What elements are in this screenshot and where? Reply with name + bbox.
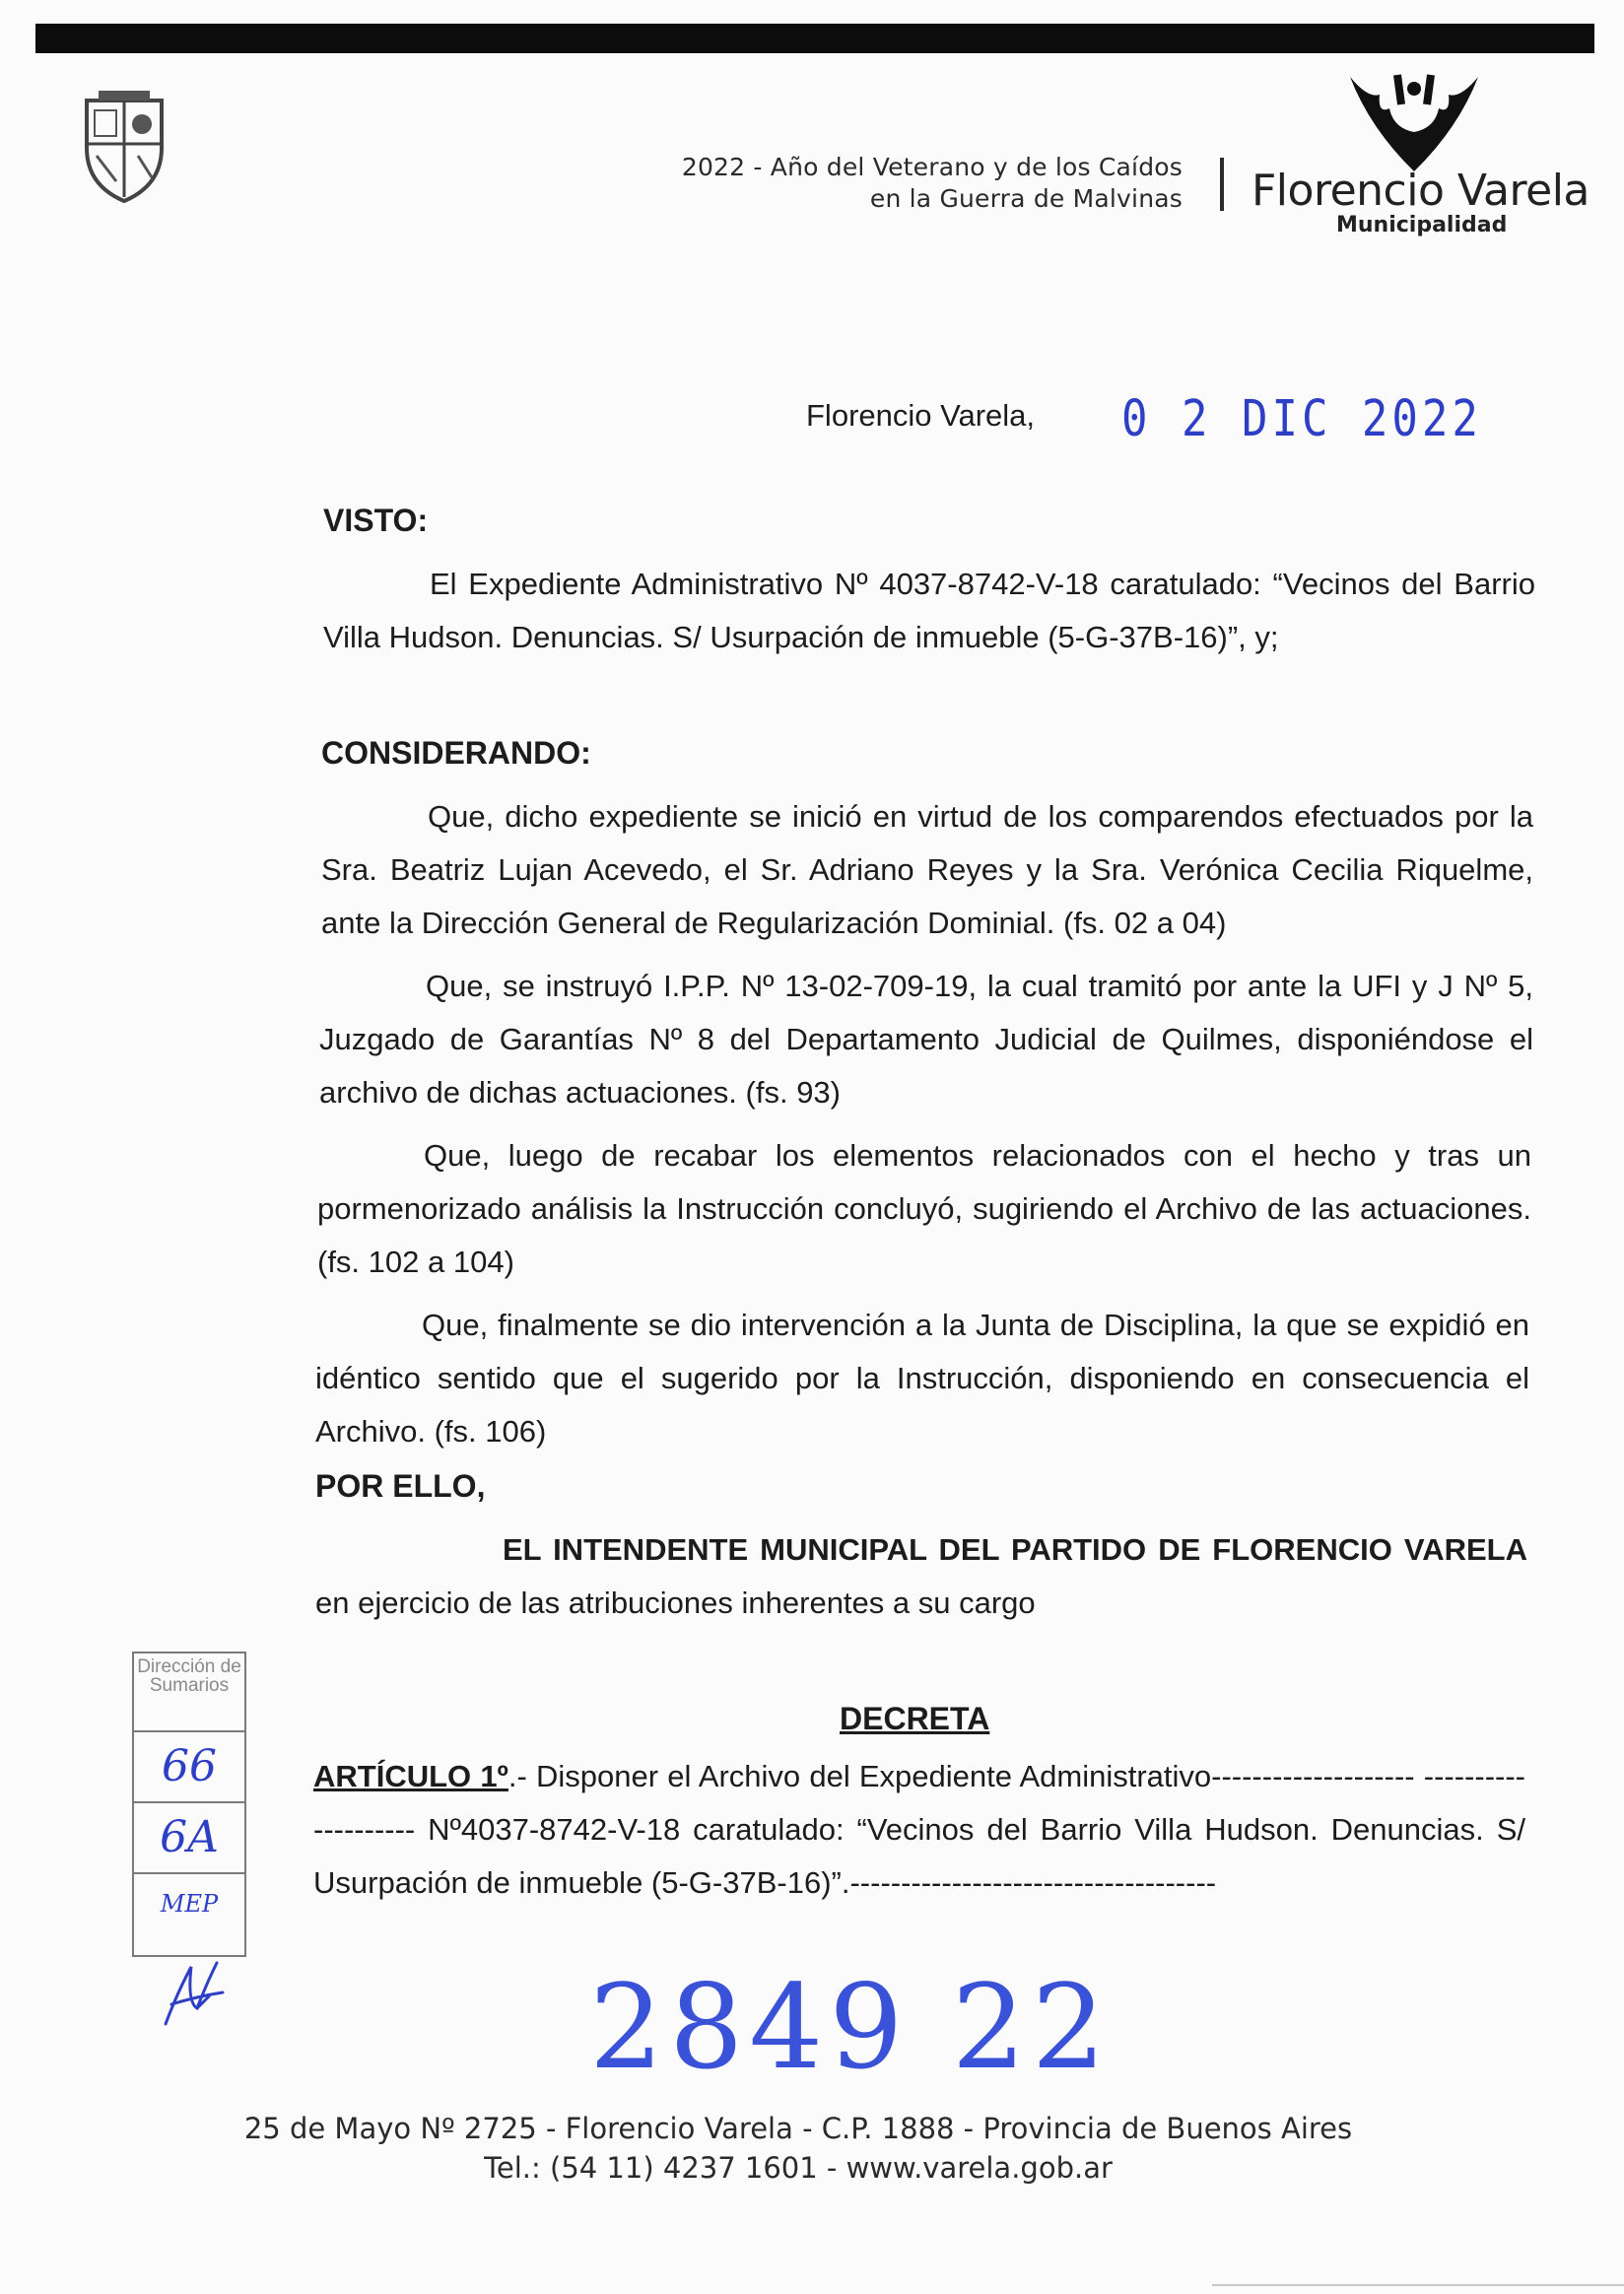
considerando-paragraph: Que, finalmente se dio intervención a la Junta de Disciplina, la que se expidió en idéntico sentido que el sugerido por la Instrucción, disponiendo en consecuencia el Archivo. (fs. 106) [315, 1308, 1529, 1449]
visto-text: El Expediente Administrativo Nº 4037-8742-V-18 caratulado: “Vecinos del Barrio Villa Hudson. Denuncias. S/ Usurpación de inmueble (5-G-37B-16)”, y; [323, 567, 1535, 654]
considerando-heading: CONSIDERANDO: [321, 735, 591, 771]
intendente-paragraph [315, 1523, 1527, 1630]
decreta-heading: DECRETA [840, 1701, 990, 1736]
place-label: Florencio Varela, [806, 398, 1036, 433]
por-ello-heading: POR ELLO, [315, 1468, 486, 1504]
footer-line-2: Tel.: (54 11) 4237 1601 - www.varela.gob.ar [484, 2151, 1113, 2185]
brand-name: Florencio Varela [1252, 166, 1590, 216]
hands-emblem-icon [1340, 69, 1488, 177]
top-border-bar [35, 24, 1594, 53]
stamp-value-3: MEP [160, 1890, 219, 1918]
footer-line-1: 25 de Mayo Nº 2725 - Florencio Varela - C.P. 1888 - Provincia de Buenos Aires [243, 2112, 1353, 2145]
articulo-1 [313, 1750, 1525, 1910]
footer-address [197, 2109, 1399, 2188]
visto-heading: VISTO: [323, 503, 429, 538]
considerando-paragraph: Que, luego de recabar los elementos relacionados con el hecho y tras un pormenorizado análisis la Instrucción concluyó, sugiriendo el Archivo de las actuaciones. (fs. 102 a 104) [317, 1138, 1531, 1279]
stamp-value-2: 6A [134, 1803, 244, 1874]
considerando-paragraph: Que, dicho expediente se inició en virtud de los comparendos efectuados por la Sra. Beatriz Lujan Acevedo, el Sr. Adriano Reyes y la Sra. Verónica Cecilia Riquelme, ante la Dirección General de Regularización Dominial. (fs. 02 a 04) [321, 799, 1533, 940]
articulo-text: .- Disponer el Archivo del Expediente Administrativo-------------------- -------------------- Nº4037-8742-V-18 caratulado: “Vecinos del Barrio Villa Hudson. Denuncias. S/ Usurpación de inmueble (5-G-37B-16)”.------------------------------------ [313, 1759, 1525, 1900]
bottom-rule [1212, 2284, 1624, 2286]
brand-subtitle: Municipalidad [1336, 213, 1508, 237]
intendente-title: EL INTENDENTE MUNICIPAL DEL PARTIDO DE FLORENCIO VARELA [503, 1532, 1527, 1567]
stamp-value-1: 66 [134, 1732, 244, 1803]
handwritten-initials-icon [158, 1953, 237, 2032]
intendente-rest: en ejercicio de las atribuciones inherentes a su cargo [315, 1586, 1036, 1620]
date-stamp: 0 2 DIC 2022 [1121, 390, 1482, 448]
articulo-label: ARTÍCULO 1º [313, 1759, 508, 1793]
sumarios-stamp [132, 1652, 246, 1957]
stamp-heading: Dirección de Sumarios [134, 1653, 244, 1732]
motto-line-2: en la Guerra de Malvinas [869, 184, 1183, 213]
municipal-crest-icon [79, 87, 169, 207]
decree-number: 2849 22 [589, 1959, 1112, 2095]
motto-line-1: 2022 - Año del Veterano y de los Caídos [681, 153, 1183, 181]
year-motto [591, 152, 1183, 215]
header-divider [1220, 158, 1224, 211]
considerando-paragraph: Que, se instruyó I.P.P. Nº 13-02-709-19, la cual tramitó por ante la UFI y J Nº 5, Juzgado de Garantías Nº 8 del Departamento Judicial de Quilmes, disponiéndose el archivo de dichas actuaciones. (fs. 93) [319, 969, 1533, 1110]
